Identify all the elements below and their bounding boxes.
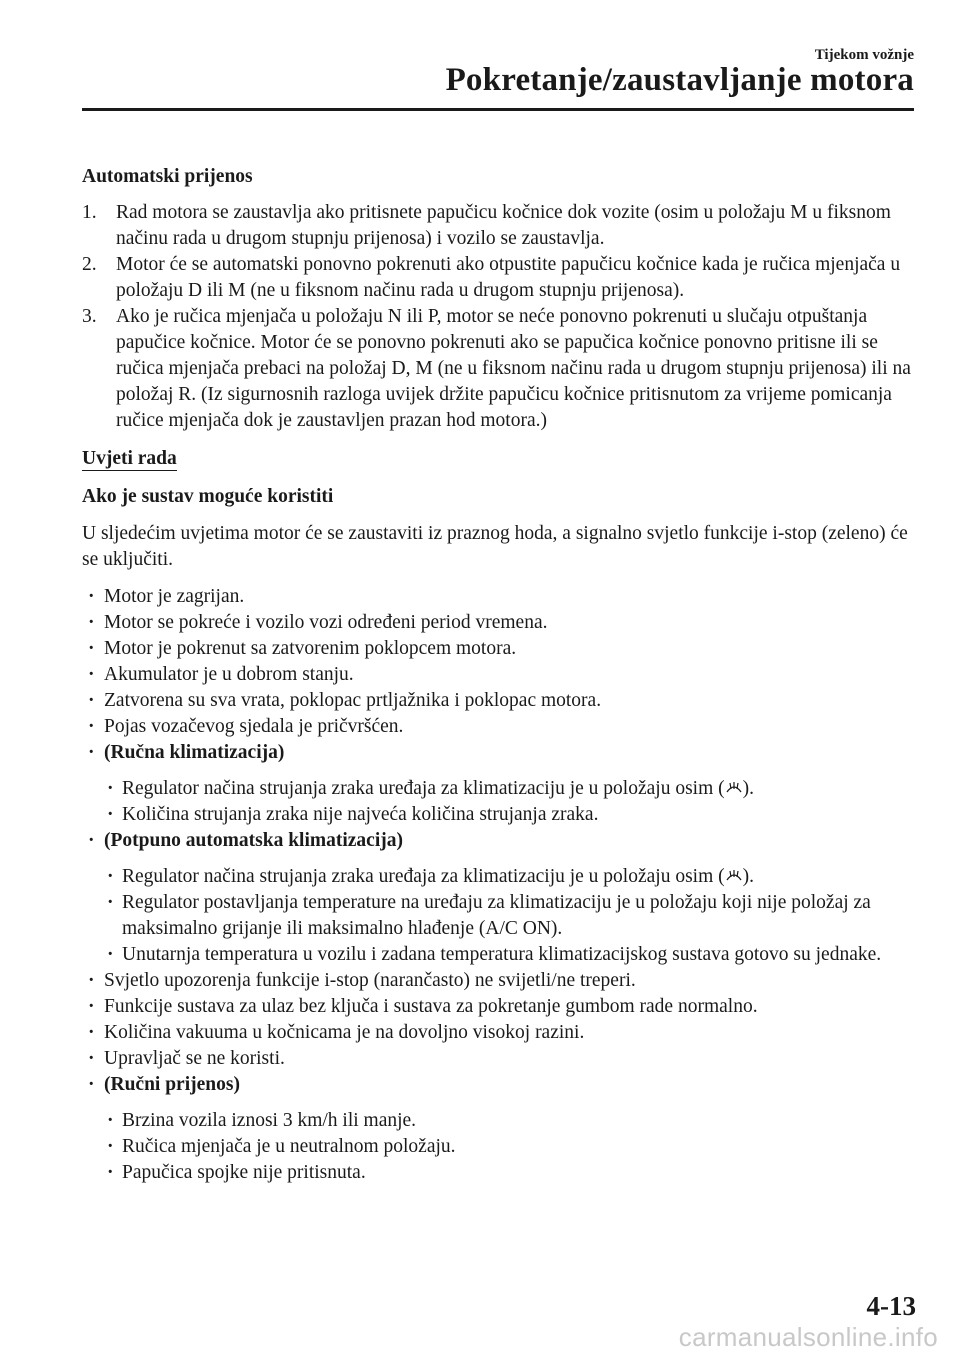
- conditions-heading: Uvjeti rada: [82, 448, 177, 469]
- windshield-defrost-icon: [725, 868, 743, 884]
- windshield-defrost-icon: [725, 780, 743, 796]
- item-text: Motor će se automatski ponovno pokrenuti ako otpustite papučicu kočnice kada je ručica mjenjača u položaju D ili M (ne u fiksnom načinu rada u drugom stupnju prijenosa).: [116, 254, 901, 301]
- list-item: · Funkcije sustava za ulaz bez ključa i sustava za pokretanje gumbom rade normalno.: [82, 994, 916, 1020]
- manual-ac-label: · (Ručna klimatizacija): [82, 740, 916, 766]
- header-rule: [82, 108, 914, 111]
- item-number: 1.: [82, 202, 97, 223]
- sub-list-item: [82, 864, 916, 890]
- conditions-list: [82, 584, 916, 1186]
- list-item: · Motor se pokreće i vozilo vozi određeni period vremena.: [82, 610, 916, 636]
- sub-list-item: · Količina strujanja zraka nije najveća količina strujanja zraka.: [82, 802, 916, 828]
- manual-transmission-label: · (Ručni prijenos): [82, 1072, 916, 1098]
- numbered-item: [82, 304, 916, 434]
- numbered-list: [82, 200, 916, 434]
- list-item: · Akumulator je u dobrom stanju.: [82, 662, 916, 688]
- auto-ac-label: · (Potpuno automatska klimatizacija): [82, 828, 916, 854]
- list-item: · Motor je pokrenut sa zatvorenim poklopcem motora.: [82, 636, 916, 662]
- watermark: carmanualsonline.info: [678, 1322, 938, 1352]
- sub-list-item: · Brzina vozila iznosi 3 km/h ili manje.: [82, 1108, 916, 1134]
- numbered-item: [82, 252, 916, 304]
- list-item: · Svjetlo upozorenja funkcije i-stop (narančasto) ne svijetli/ne treperi.: [82, 968, 916, 994]
- sub-list-item: · Unutarnja temperatura u vozilu i zadana temperatura klimatizacijskog sustava gotovo su jednake.: [82, 942, 916, 968]
- list-item: · Pojas vozačevog sjedala je pričvršćen.: [82, 714, 916, 740]
- sub-list-item: [82, 776, 916, 802]
- list-item: · Zatvorena su sva vrata, poklopac prtljažnika i poklopac motora.: [82, 688, 916, 714]
- sub-list-item: · Regulator postavljanja temperature na uređaju za klimatizaciju je u položaju koji nije položaj za maksimalno grijanje ili maksimalno hlađenje (A/C ON).: [82, 890, 916, 942]
- list-item: · Količina vakuuma u kočnicama je na dovoljno visokoj razini.: [82, 1020, 916, 1046]
- item-number: 2.: [82, 254, 97, 275]
- item-text-before: Regulator načina strujanja zraka uređaja za klimatizaciju je u položaju osim (: [122, 778, 725, 799]
- item-text-after: ).: [742, 866, 754, 887]
- conditions-subheading: Ako je sustav moguće koristiti: [82, 486, 334, 507]
- chapter-label: Tijekom vožnje: [814, 47, 914, 63]
- page-number: 4-13: [866, 1291, 916, 1321]
- conditions-intro: U sljedećim uvjetima motor će se zaustaviti iz praznog hoda, a signalno svjetlo funkcije i-stop (zeleno) će se uključiti.: [82, 523, 908, 570]
- section-title: Automatski prijenos: [82, 166, 253, 187]
- list-item: · Motor je zagrijan.: [82, 584, 916, 610]
- item-text-after: ).: [742, 778, 754, 799]
- list-item: · Upravljač se ne koristi.: [82, 1046, 916, 1072]
- item-text-before: Regulator načina strujanja zraka uređaja za klimatizaciju je u položaju osim (: [122, 866, 725, 887]
- content: [82, 164, 916, 1186]
- item-text: Rad motora se zaustavlja ako pritisnete papučicu kočnice dok vozite (osim u položaju M u fiksnom načinu rada u drugom stupnju prijenosa) i vozilo se zaustavlja.: [116, 202, 891, 249]
- page-title: Pokretanje/zaustavljanje motora: [445, 62, 914, 98]
- numbered-item: [82, 200, 916, 252]
- sub-list-item: · Ručica mjenjača je u neutralnom položaju.: [82, 1134, 916, 1160]
- item-number: 3.: [82, 306, 97, 327]
- item-text: Ako je ručica mjenjača u položaju N ili P, motor se neće ponovno pokrenuti u slučaju otpuštanja papučice kočnice. Motor će se ponovno pokrenuti ako se papučica kočnice ponovno pritisne ili se ručica mjenjača prebaci na položaj D, M (ne u fiksnom načinu rada u drugom stupnju prijenosa) ili na položaj R. (Iz sigurnosnih razloga uvijek držite papučicu kočnice pritisnutom za vrijeme pomicanja ručice mjenjača dok je zaustavljen prazan hod motora.): [116, 306, 911, 431]
- sub-list-item: · Papučica spojke nije pritisnuta.: [82, 1160, 916, 1186]
